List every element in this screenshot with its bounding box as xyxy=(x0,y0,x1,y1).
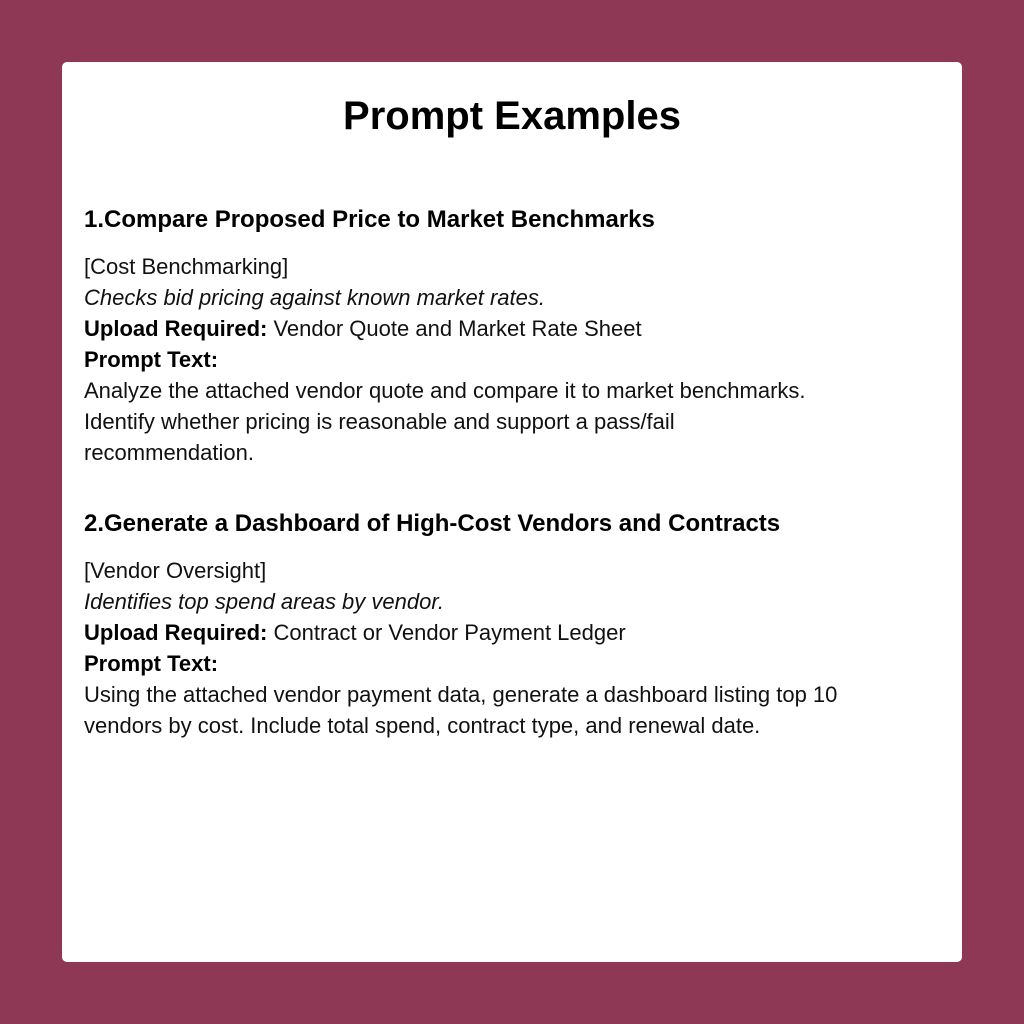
section-title: 2.Generate a Dashboard of High-Cost Vendors and Contracts xyxy=(84,510,781,537)
prompt-text-line: vendors by cost. Include total spend, contract type, and renewal date. xyxy=(84,713,761,738)
upload-required-value: Vendor Quote and Market Rate Sheet xyxy=(273,316,642,341)
category-tag: [Vendor Oversight] xyxy=(84,558,267,583)
prompt-example-2 xyxy=(84,508,940,741)
prompt-text-label: Prompt Text: xyxy=(84,651,219,676)
upload-required-line xyxy=(84,313,940,344)
description: Checks bid pricing against known market rates. xyxy=(84,285,545,310)
section-title: 1.Compare Proposed Price to Market Benchmarks xyxy=(84,206,655,233)
prompt-text-line: recommendation. xyxy=(84,440,254,465)
description: Identifies top spend areas by vendor. xyxy=(84,589,444,614)
prompt-text-line: Analyze the attached vendor quote and compare it to market benchmarks. xyxy=(84,378,806,403)
prompt-text-line: Using the attached vendor payment data, generate a dashboard listing top 10 xyxy=(84,682,838,707)
upload-required-line xyxy=(84,617,940,648)
content-card xyxy=(62,62,962,962)
category-tag: [Cost Benchmarking] xyxy=(84,254,289,279)
upload-required-value: Contract or Vendor Payment Ledger xyxy=(273,620,626,645)
upload-required-label: Upload Required: xyxy=(84,316,268,341)
upload-required-label: Upload Required: xyxy=(84,620,268,645)
page-title: Prompt Examples xyxy=(343,94,681,138)
prompt-text-line: Identify whether pricing is reasonable and support a pass/fail xyxy=(84,409,675,434)
prompt-text-label: Prompt Text: xyxy=(84,347,219,372)
prompt-example-1 xyxy=(84,204,940,468)
